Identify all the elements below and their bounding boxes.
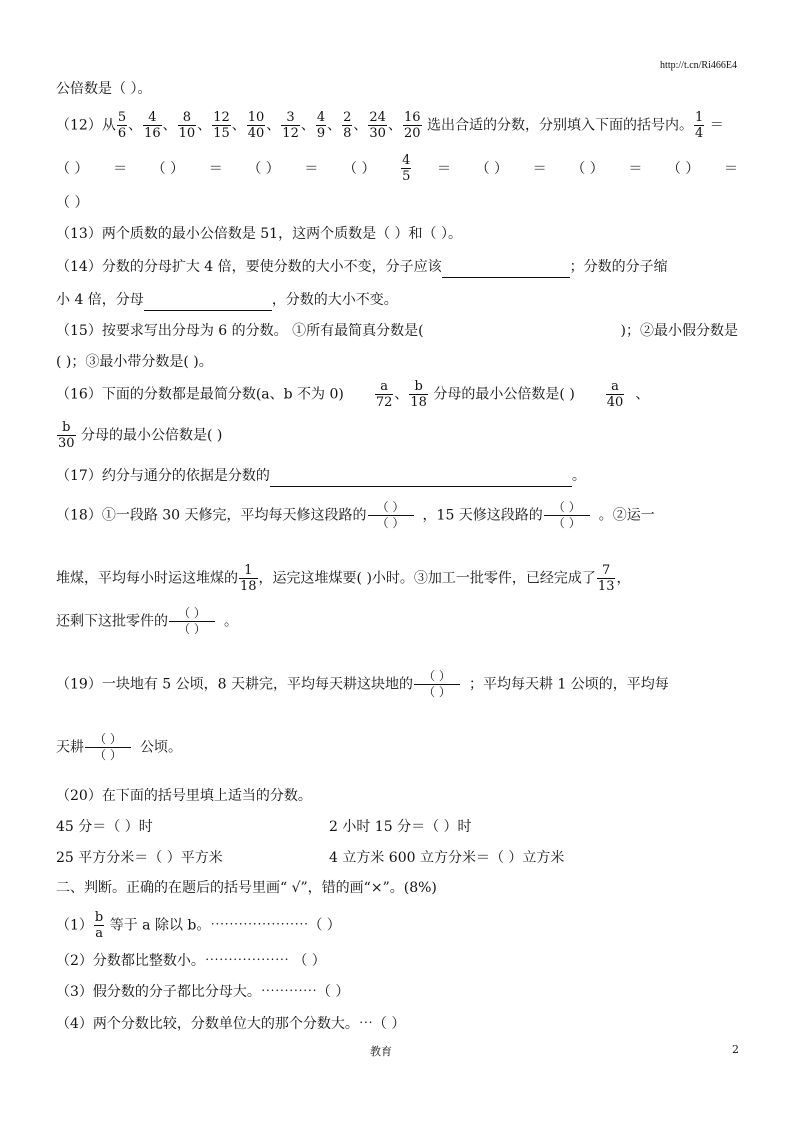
fraction-b-over-a: $\frac{b}{a}$ — [94, 910, 104, 941]
fraction-1-18: $\frac{1}{18}$ — [240, 563, 257, 594]
q20-item-4: 4 立方米 600 立方分米＝（ ）立方米 — [329, 850, 565, 866]
question-18-line-3: 还剩下这批零件的 $\frac{( )}{( )}$ 。 — [56, 606, 238, 636]
page-number: 2 — [732, 1043, 739, 1056]
question-19-line-1: （19）一块地有 5 公顷，8 天耕完，平均每天耕这块地的 $\frac{( )}{( )}$ ；平均每天耕 1 公顷的，平均每 — [56, 669, 669, 699]
question-15-line-2: ( )；③最小带分数是( )。 — [56, 354, 213, 370]
blank-fraction: $\frac{( )}{( )}$ — [544, 500, 590, 531]
q12-prefix: （12）从 — [56, 117, 116, 134]
question-15-line-1: （15）按要求写出分母为 6 的分数。 ①所有最简真分数是( )；②最小假分数是 — [56, 323, 738, 339]
q12-answer-row-2: （ ） — [56, 195, 89, 211]
fraction-b-30: $\frac{b}{30}$ — [58, 420, 75, 451]
question-18-line-1: （18）①一段路 30 天修完，平均每天修这段路的 $\frac{( )}{( )}$ ，15 天修这段路的 $\frac{( )}{( )}$ 。②运一 — [56, 500, 655, 530]
fraction-four-fifths: $\frac{4}{5}$ — [402, 153, 411, 184]
q20-item-3: 25 平方分米＝（ ）平方米 — [56, 850, 223, 866]
question-19-line-2: 天耕 $\frac{( )}{( )}$ 公顷。 — [56, 732, 182, 762]
fraction-a-72: $\frac{a}{72}$ — [375, 379, 393, 410]
blank-fraction: $\frac{( )}{( )}$ — [414, 669, 460, 700]
blank-fraction: $\frac{( )}{( )}$ — [85, 732, 131, 763]
question-12: （12）从 $\frac{5}{6}$ 、 $\frac{4}{16}$ 、 $\frac{8}{10}$ 、 $\frac{12}{15}$ 、 $\frac{10}{40}$ 、 $\frac{3}{12}$ 、 $\frac{4}{9}$ 、 $\frac{2}{8}$ 、 $\frac{24}{30}$ 、 $\frac{16}{20}$ 选出合适的分数，分别填入下面的括号内。 $\frac{1}{4}$ ＝ — [56, 110, 724, 141]
fraction-one-quarter: $\frac{1}{4}$ — [694, 110, 704, 141]
answer-blank — [270, 466, 572, 487]
q20-item-2: 2 小时 15 分＝（ ）时 — [329, 819, 472, 835]
question-14-line-2: 小 4 倍，分母 ，分数的大小不变。 — [56, 290, 398, 311]
fraction-7-13: $\frac{7}{13}$ — [597, 563, 615, 594]
question-17: （17）约分与通分的依据是分数的 。 — [56, 466, 586, 487]
q12-instruction: 选出合适的分数，分别填入下面的括号内。 — [426, 117, 693, 134]
blank-fraction: $\frac{( )}{( )}$ — [169, 606, 215, 637]
fraction: $\frac{5}{6}$ — [117, 110, 127, 141]
fraction: $\frac{4}{16}$ — [144, 110, 161, 141]
fraction: $\frac{16}{20}$ — [403, 110, 421, 141]
question-14-line-1: （14）分数的分母扩大 4 倍，要使分数的大小不变，分子应该 ；分数的分子缩 — [56, 257, 668, 278]
fraction: $\frac{8}{10}$ — [178, 110, 196, 141]
question-18-line-2: 堆煤，平均每小时运这堆煤的 $\frac{1}{18}$ ，运完这堆煤要( )小时。③加工一批零件，已经完成了 $\frac{7}{13}$ ， — [56, 563, 631, 594]
judge-item-3: （3）假分数的分子都比分母大。⋯⋯⋯⋯（ ） — [56, 984, 350, 1000]
judge-item-4: （4）两个分数比较，分数单位大的那个分数大。⋯（ ） — [56, 1016, 406, 1032]
question-20: （20）在下面的括号里填上适当的分数。 — [56, 788, 312, 804]
q12-answer-row-1: （ ） ＝ （ ） ＝ （ ） ＝ （ ） $\frac{4}{5}$ ＝ （ ） ＝ （ ） ＝ （ ） ＝ — [56, 153, 738, 184]
fraction-a-40: $\frac{a}{40}$ — [606, 379, 624, 410]
fraction: $\frac{24}{30}$ — [369, 110, 386, 141]
fraction: $\frac{4}{9}$ — [316, 110, 326, 141]
fraction: $\frac{2}{8}$ — [343, 110, 352, 141]
answer-blank — [442, 257, 570, 278]
fraction: $\frac{12}{15}$ — [213, 110, 230, 141]
judge-item-2: （2）分数都比整数小。⋯⋯⋯⋯⋯⋯ （ ） — [56, 953, 326, 969]
q20-item-1: 45 分＝（ ）时 — [56, 819, 153, 835]
footer-label: 教育 — [370, 1045, 392, 1058]
judge-item-1: （1） $\frac{b}{a}$ 等于 a 除以 b。⋯⋯⋯⋯⋯⋯⋯（ ） — [56, 910, 341, 941]
question-16-line-1: （16）下面的分数都是最简分数(a、b 不为 0) $\frac{a}{72}$ 、 $\frac{b}{18}$ 分母的最小公倍数是( ) $\frac{a}{40}$ 、 — [56, 379, 650, 410]
question-16-line-2: $\frac{b}{30}$ 分母的最小公倍数是( ) — [58, 420, 223, 451]
header-url: http://t.cn/Ri466E4 — [660, 60, 737, 71]
line-lcm-tail: 公倍数是（ ）。 — [56, 81, 152, 97]
fraction-b-18: $\frac{b}{18}$ — [410, 379, 427, 410]
section-2-heading: 二、判断。正确的在题后的括号里画“ √”，错的画“×”。(8%) — [56, 880, 437, 896]
question-13: （13）两个质数的最小公倍数是 51，这两个质数是（ ）和（ ）。 — [56, 226, 462, 242]
fraction: $\frac{3}{12}$ — [282, 110, 299, 141]
answer-blank — [144, 290, 272, 311]
fraction: $\frac{10}{40}$ — [247, 110, 265, 141]
blank-fraction: $\frac{( )}{( )}$ — [368, 500, 414, 531]
